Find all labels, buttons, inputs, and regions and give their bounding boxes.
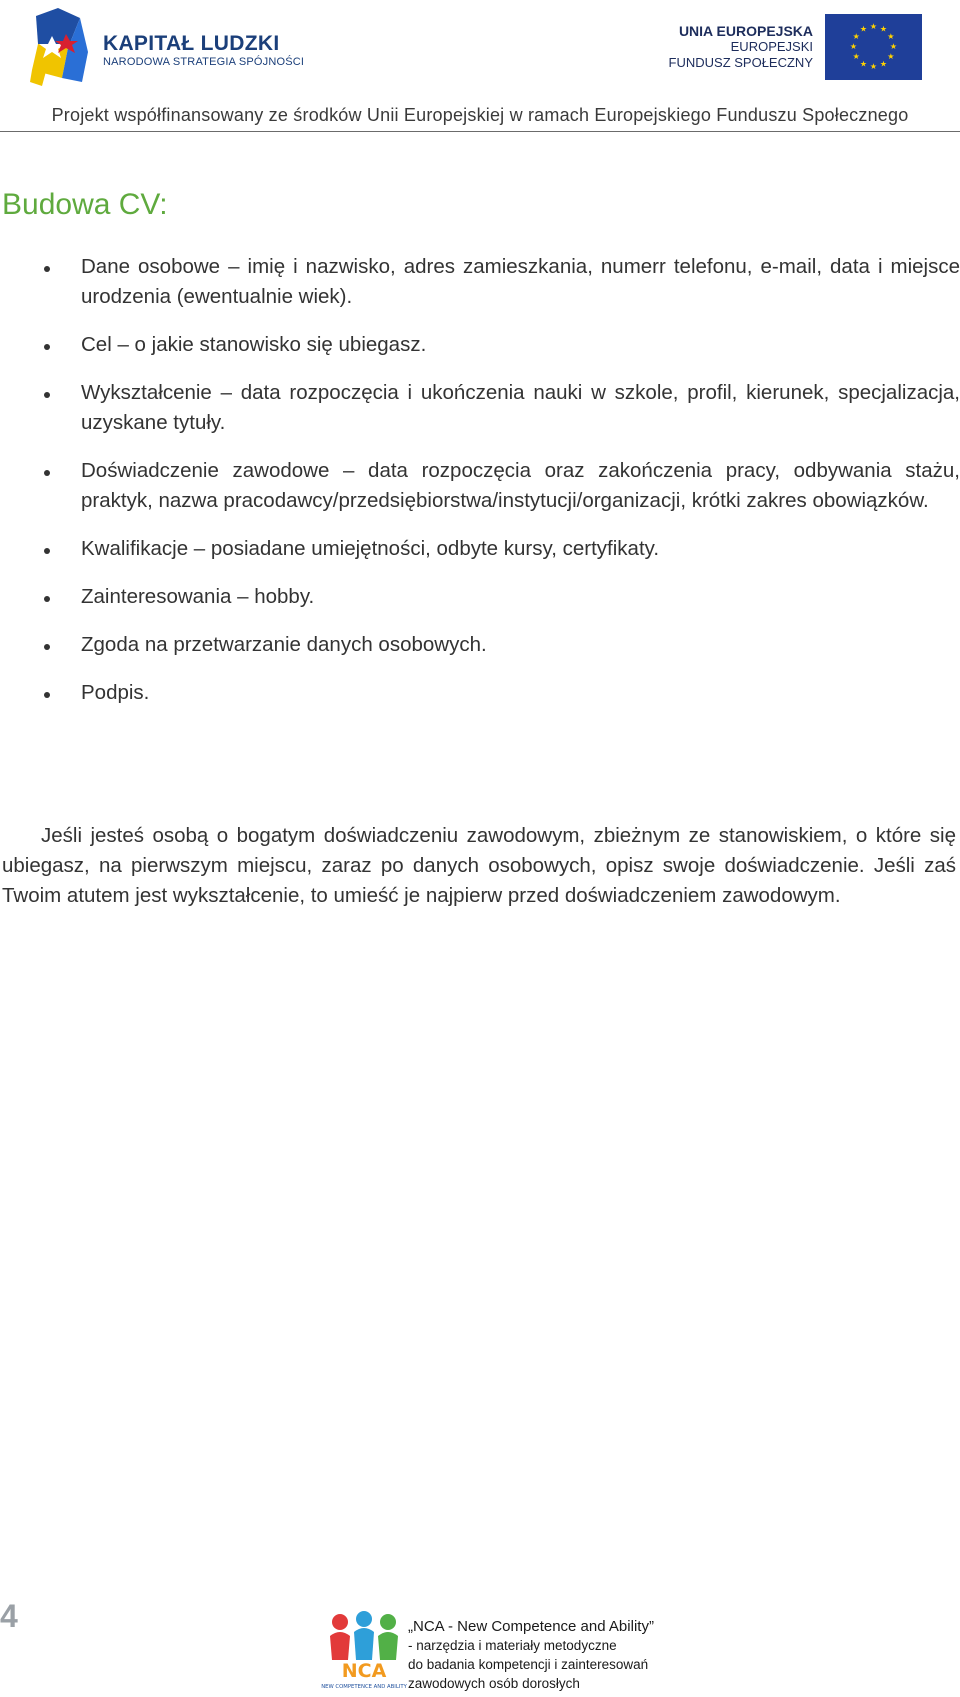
list-item — [40, 252, 960, 312]
nca-logo-caption: NEW COMPETENCE AND ABILITY — [321, 1684, 407, 1690]
list-item-text: Podpis. — [81, 681, 150, 704]
kapital-ludzki-subtitle: NARODOWA STRATEGIA SPÓJNOŚCI — [103, 56, 305, 68]
eu-line-2: EUROPEJSKI — [730, 39, 813, 54]
list-item-text: Wykształcenie – data rozpoczęcia i ukończenia nauki w szkole, profil, kierunek, specjalizacja, uzyskane tytuły. — [81, 381, 960, 434]
page-number: 4 — [0, 1598, 18, 1634]
section-heading: Budowa CV: — [2, 188, 168, 221]
list-item-text: Dane osobowe – imię i nazwisko, adres zamieszkania, numerr telefonu, e-mail, data i miejsce urodzenia (ewentualnie wiek). — [81, 255, 960, 308]
list-item — [40, 630, 960, 660]
nca-project-description — [408, 1617, 654, 1693]
nca-line-4: zawodowych osób dorosłych — [408, 1676, 580, 1691]
list-item — [40, 378, 960, 438]
svg-text:★: ★ — [859, 24, 868, 34]
bullet-icon — [44, 470, 50, 476]
kapital-ludzki-title: KAPITAŁ LUDZKI — [103, 32, 280, 55]
list-item — [40, 678, 960, 708]
list-item — [40, 330, 960, 360]
cv-structure-list — [40, 252, 960, 726]
list-item-text: Cel – o jakie stanowisko się ubiegasz. — [81, 333, 427, 356]
cofinancing-note: Projekt współfinansowany ze środków Unii Europejskiej w ramach Europejskiego Funduszu Społecznego — [51, 105, 909, 125]
svg-text:★: ★ — [879, 59, 888, 69]
svg-text:★: ★ — [852, 52, 860, 61]
eu-line-1: UNIA EUROPEJSKA — [678, 23, 813, 39]
svg-text:★: ★ — [852, 32, 860, 41]
svg-text:★: ★ — [887, 52, 895, 61]
eu-line-3: FUNDUSZ SPOŁECZNY — [668, 55, 813, 70]
page-header — [0, 0, 960, 132]
list-item — [40, 534, 960, 564]
svg-text:★: ★ — [889, 42, 898, 51]
bullet-icon — [44, 548, 50, 554]
svg-text:★: ★ — [849, 42, 858, 51]
kapital-ludzki-logo — [28, 8, 88, 88]
bullet-icon — [44, 596, 50, 602]
svg-text:★: ★ — [879, 24, 888, 34]
nca-line-1: „NCA - New Competence and Ability” — [408, 1618, 654, 1635]
bullet-icon — [44, 392, 50, 398]
eu-logo-text — [669, 23, 813, 71]
svg-text:★: ★ — [869, 22, 878, 31]
nca-logo-text: NCA — [341, 1660, 387, 1682]
bullet-icon — [44, 266, 50, 272]
nca-line-3: do badania kompetencji i zainteresowań — [408, 1657, 649, 1672]
nca-line-2: - narzędzia i materiały metodyczne — [408, 1638, 617, 1653]
nca-logo-icon — [321, 1610, 407, 1692]
list-item-text: Zgoda na przetwarzanie danych osobowych. — [81, 633, 487, 656]
body-paragraph: Jeśli jesteś osobą o bogatym doświadczeniu zawodowym, zbieżnym ze stanowiskiem, o które się ubiegasz, na pierwszym miejscu, zaraz po danych osobowych, opisz swoje doświadczenie. Jeśli zaś Twoim atutem jest wykształcenie, to umieść je najpierw przed doświadczeniem zawodowym. — [2, 823, 956, 907]
list-item-text: Doświadczenie zawodowe – data rozpoczęcia oraz zakończenia pracy, odbywania stażu, praktyk, nazwa pracodawcy/przedsiębiorstwa/instytucji/organizacji, krótki zakres obowiązków. — [81, 459, 960, 512]
bullet-icon — [44, 344, 50, 350]
list-item-text: Zainteresowania – hobby. — [81, 585, 315, 608]
svg-text:★: ★ — [887, 32, 895, 41]
bullet-icon — [44, 644, 50, 650]
list-item — [40, 582, 960, 612]
list-item — [40, 456, 960, 516]
bullet-icon — [44, 692, 50, 698]
svg-text:★: ★ — [869, 62, 878, 71]
eu-flag-icon — [825, 14, 922, 80]
header-divider — [0, 131, 960, 132]
svg-text:★: ★ — [859, 59, 868, 69]
list-item-text: Kwalifikacje – posiadane umiejętności, odbyte kursy, certyfikaty. — [81, 537, 660, 560]
